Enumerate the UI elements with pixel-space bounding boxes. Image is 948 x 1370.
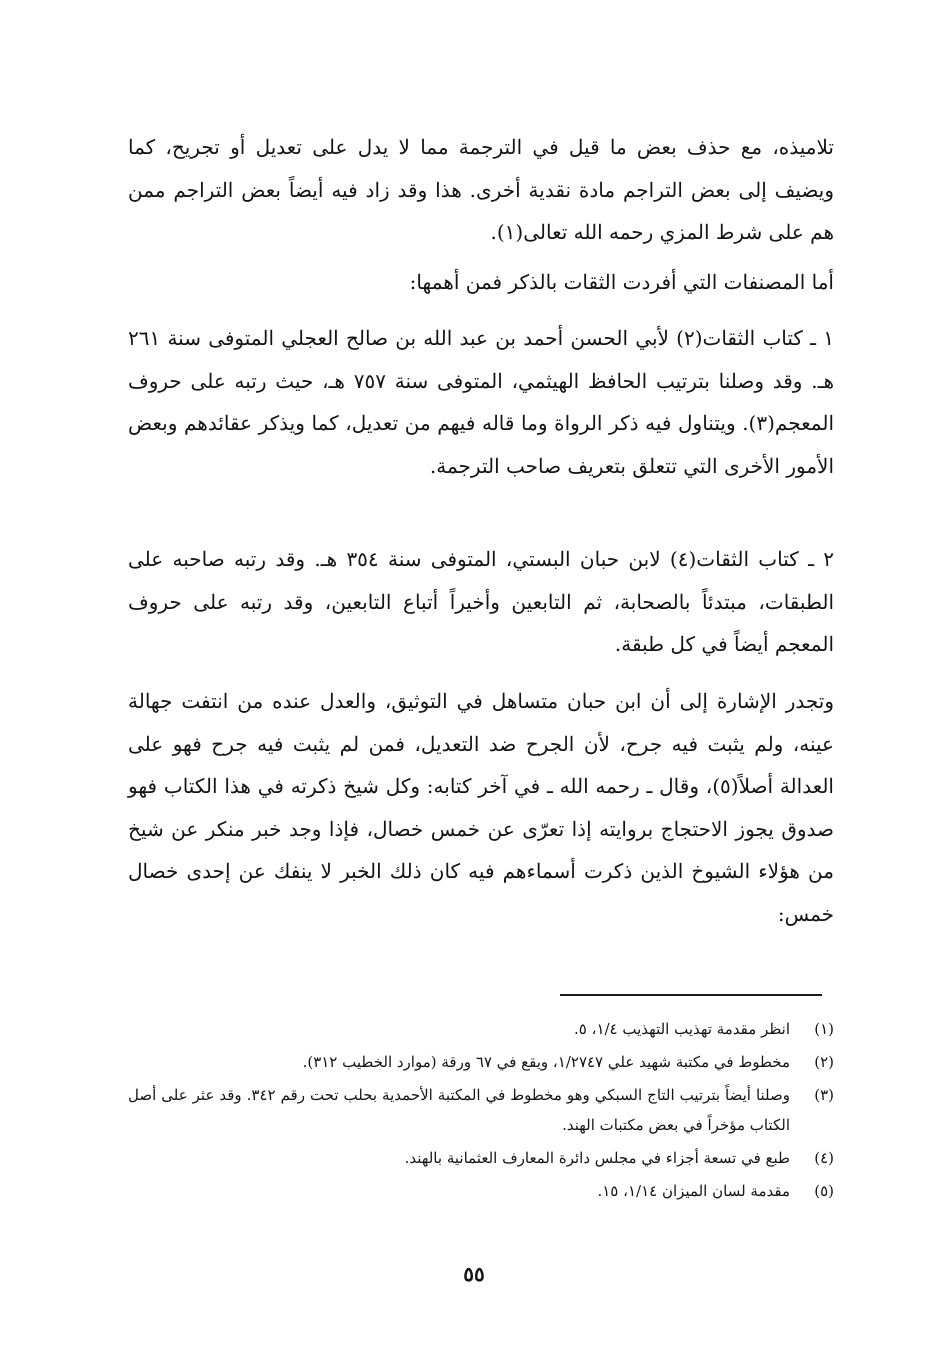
footnote-separator xyxy=(560,994,822,996)
footnote-number: (١) xyxy=(814,1020,834,1038)
footnote-number: (٢) xyxy=(814,1053,834,1071)
footnote xyxy=(128,1176,834,1206)
body-paragraph: ٢ ـ كتاب الثقات(٤) لابن حبان البستي، المتوفى سنة ٣٥٤ هـ. وقد رتبه صاحبه على الطبقات، مبتدئاً بالصحابة، ثم التابعين وأخيراً أتباع التابعين، وقد رتبه على حروف المعجم أيضاً في كل طبقة. xyxy=(128,547,835,656)
footnote-text: مخطوط في مكتبة شهيد علي ١/٢٧٤٧، ويقع في ٦٧ ورقة (موارد الخطيب ٣١٢). xyxy=(302,1053,790,1071)
footnote xyxy=(128,1143,834,1173)
footnote-number: (٤) xyxy=(814,1149,834,1167)
body-paragraph: تلاميذه، مع حذف بعض ما قيل في الترجمة مما لا يدل على تعديل أو تجريح، كما ويضيف إلى بعض التراجم مادة نقدية أخرى. هذا وقد زاد فيه أيضاً بعض التراجم ممن هم على شرط المزي رحمه الله تعالى(١). xyxy=(128,135,834,244)
body-paragraph: أما المصنفات التي أفردت الثقات بالذكر فمن أهمها: xyxy=(409,270,834,294)
footnote-text: طبع في تسعة أجزاء في مجلس دائرة المعارف العثمانية بالهند. xyxy=(404,1149,790,1167)
page-number: ٥٥ xyxy=(463,1262,485,1286)
body-paragraph: وتجدر الإشارة إلى أن ابن حبان متساهل في التوثيق، والعدل عنده من انتفت جهالة عينه، ولم يثبت فيه جرح، لأن الجرح ضد التعديل، فمن لم يثبت فيه جرح فهو على العدالة أصلاً(٥)، وقال ـ رحمه الله ـ في آخر كتابه: وكل شيخ ذكرته في هذا الكتاب فهو صدوق يجوز الاحتجاج بروايته إذا تعرّى عن خمس خصال، فإذا وجد خبر منكر عن شيخ من هؤلاء الشيوخ الذين ذكرت أسماءهم فيه كان ذلك الخبر لا ينفك عن إحدى خصال خمس: xyxy=(128,689,834,926)
footnote-number: (٥) xyxy=(814,1182,834,1200)
footnote-text: وصلنا أيضاً بترتيب التاج السبكي وهو مخطوط في المكتبة الأحمدية بحلب تحت رقم ٣٤٢. وقد عثر على أصل الكتاب مؤخراً في بعض مكتبات الهند. xyxy=(128,1086,790,1134)
footnote-text: انظر مقدمة تهذيب التهذيب ١/٤، ٥. xyxy=(573,1020,790,1038)
footnote-text: مقدمة لسان الميزان ١/١٤، ١٥. xyxy=(597,1182,790,1200)
footnote-number: (٣) xyxy=(814,1086,834,1104)
footnote xyxy=(128,1014,834,1044)
footnotes xyxy=(128,1014,834,1209)
footnote xyxy=(128,1047,834,1077)
footnote xyxy=(128,1080,834,1140)
body-paragraph: ١ ـ كتاب الثقات(٢) لأبي الحسن أحمد بن عبد الله بن صالح العجلي المتوفى سنة ٢٦١ هـ. وقد وصلنا بترتيب الحافظ الهيثمي، المتوفى سنة ٧٥٧ هـ، حيث رتبه على حروف المعجم(٣). ويتناول فيه ذكر الرواة وما قاله فيهم من تعديل، كما ويذكر عقائدهم وبعض الأمور الأخرى التي تتعلق بتعريف صاحب الترجمة. xyxy=(128,326,834,478)
